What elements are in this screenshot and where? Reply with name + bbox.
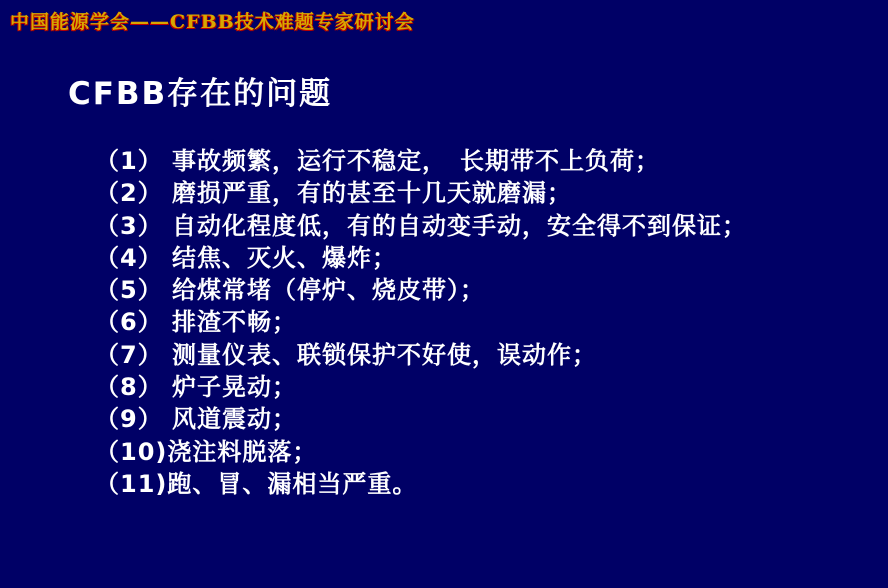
list-item: （7） 测量仪表、联锁保护不好使，误动作； (95, 340, 598, 369)
list-item: （5） 给煤常堵（停炉、烧皮带）； (95, 276, 486, 305)
list-item: （3） 自动化程度低，有的自动变手动，安全得不到保证； (95, 211, 748, 240)
list-item: （8） 炉子晃动； (95, 373, 298, 402)
list-item: （10)浇注料脱落； (95, 437, 318, 466)
header-banner: 中国能源学会——CFBB技术难题专家研讨会 (10, 11, 415, 33)
list-item: （11)跑、冒、漏相当严重。 (95, 469, 418, 498)
list-item: （6） 排渣不畅； (95, 308, 298, 337)
list-item: （9） 风道震动； (95, 405, 298, 434)
page-title: CFBB存在的问题 (68, 76, 333, 112)
list-item: （1） 事故频繁，运行不稳定， 长期带不上负荷； (95, 147, 661, 175)
list-item: （4） 结焦、灭火、爆炸； (95, 243, 398, 272)
problem-list (95, 145, 878, 500)
list-item: （2） 磨损严重，有的甚至十几天就磨漏； (95, 179, 573, 208)
